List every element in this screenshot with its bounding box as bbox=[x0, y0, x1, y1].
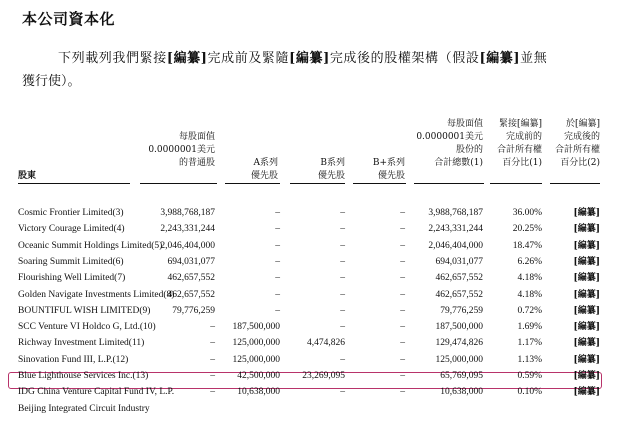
cell-post: [編纂] bbox=[573, 208, 600, 218]
cell-b: 4,474,826 bbox=[307, 338, 345, 349]
header-series-bplus bbox=[365, 157, 405, 183]
intro-line-1 bbox=[22, 47, 612, 70]
header-underline bbox=[414, 183, 484, 184]
header-text: 0.0000001美元 bbox=[148, 145, 215, 155]
cell-pre: 4.18% bbox=[517, 273, 542, 284]
cell-pre: 18.47% bbox=[512, 240, 542, 251]
header-text: A系列 bbox=[253, 158, 278, 168]
cell-name: IDG China Venture Capital Fund IV, L.P. bbox=[18, 387, 175, 398]
cell-pre: 36.00% bbox=[512, 208, 542, 218]
cell-a: 125,000,000 bbox=[232, 338, 280, 349]
cell-a: – bbox=[275, 208, 280, 218]
table-row bbox=[0, 352, 631, 368]
cell-name: Victory Courage Limited(4) bbox=[18, 224, 125, 235]
cell-bplus: – bbox=[400, 208, 405, 218]
intro-paragraph bbox=[22, 47, 612, 93]
header-total bbox=[408, 118, 483, 170]
cell-a: 42,500,000 bbox=[237, 371, 280, 381]
intro-text: 完成後的股權架構（假設 bbox=[329, 51, 480, 66]
intro-line-2: 獲行使）。 bbox=[22, 74, 81, 89]
cell-b: – bbox=[340, 289, 345, 300]
cell-total: 3,988,768,187 bbox=[428, 208, 483, 218]
cell-a: – bbox=[275, 305, 280, 316]
cell-post: [編纂] bbox=[573, 338, 600, 349]
header-post-percent bbox=[546, 118, 600, 170]
redacted-marker: [編纂] bbox=[166, 51, 208, 66]
header-shareholder bbox=[18, 170, 36, 183]
cell-a: 10,638,000 bbox=[237, 387, 280, 398]
cell-ordinary: – bbox=[210, 371, 215, 381]
cell-a: – bbox=[275, 273, 280, 284]
cell-bplus: – bbox=[400, 240, 405, 251]
header-text: B+系列 bbox=[372, 158, 405, 168]
cell-ordinary: – bbox=[210, 354, 215, 365]
cell-ordinary: – bbox=[210, 338, 215, 349]
cell-ordinary: 462,657,552 bbox=[167, 273, 215, 284]
cell-bplus: – bbox=[400, 338, 405, 349]
table-row bbox=[0, 335, 631, 351]
cell-name: Cosmic Frontier Limited(3) bbox=[18, 208, 124, 218]
header-text: 合計總數(1) bbox=[434, 158, 483, 168]
cell-pre: 1.17% bbox=[517, 338, 542, 349]
cell-name: Richway Investment Limited(11) bbox=[18, 338, 145, 349]
header-underline bbox=[290, 183, 345, 184]
cell-post: [編纂] bbox=[573, 387, 600, 398]
cell-total: 187,500,000 bbox=[435, 322, 483, 333]
cell-name: Blue Lighthouse Services Inc.(13) bbox=[18, 371, 149, 381]
cell-total: 65,769,095 bbox=[440, 371, 483, 381]
cell-b: – bbox=[340, 305, 345, 316]
header-text: 完成前的 bbox=[505, 132, 542, 142]
cell-b: – bbox=[340, 240, 345, 251]
cell-a: 187,500,000 bbox=[232, 322, 280, 333]
cell-bplus: – bbox=[400, 256, 405, 267]
header-text: 合計所有權 bbox=[554, 145, 600, 155]
cell-a: 125,000,000 bbox=[232, 354, 280, 365]
cell-b: – bbox=[340, 354, 345, 365]
header-ordinary bbox=[140, 131, 215, 170]
cell-b: – bbox=[340, 256, 345, 267]
cell-ordinary: 462,657,552 bbox=[167, 289, 215, 300]
cell-ordinary: 2,046,404,000 bbox=[160, 240, 215, 251]
cell-b: – bbox=[340, 322, 345, 333]
redacted-marker: [編纂] bbox=[289, 51, 330, 66]
cell-pre: 0.72% bbox=[517, 305, 542, 316]
cell-pre: 0.59% bbox=[517, 371, 542, 381]
cell-name: Sinovation Fund III, L.P.(12) bbox=[18, 354, 129, 365]
cell-pre: 4.18% bbox=[517, 289, 542, 300]
header-pre-percent bbox=[486, 118, 542, 170]
intro-text: 下列載列我們緊接 bbox=[58, 51, 167, 66]
cell-name: SCC Venture VI Holdco G, Ltd.(10) bbox=[18, 322, 156, 333]
cell-bplus: – bbox=[400, 289, 405, 300]
table-row bbox=[0, 368, 631, 384]
cell-a: – bbox=[275, 289, 280, 300]
cell-post: [編纂] bbox=[573, 371, 600, 381]
header-text: 0.0000001美元 bbox=[416, 132, 483, 142]
cell-total: 2,243,331,244 bbox=[428, 224, 483, 235]
cell-post: [編纂] bbox=[573, 273, 600, 284]
header-series-a bbox=[238, 157, 278, 183]
intro-text: 完成前及緊隨 bbox=[207, 51, 290, 66]
cell-total: 79,776,259 bbox=[440, 305, 483, 316]
cell-name: Golden Navigate Investments Limited(8) bbox=[18, 289, 175, 300]
header-text: 完成後的 bbox=[563, 132, 600, 142]
cell-post: [編纂] bbox=[573, 305, 600, 316]
cell-b: – bbox=[340, 208, 345, 218]
cell-total: 10,638,000 bbox=[440, 387, 483, 398]
cell-bplus: – bbox=[400, 354, 405, 365]
cell-ordinary: – bbox=[210, 322, 215, 333]
table-row bbox=[0, 270, 631, 286]
header-text: 優先股 bbox=[250, 171, 278, 181]
table-row bbox=[0, 303, 631, 319]
header-underline bbox=[550, 183, 600, 184]
cell-a: – bbox=[275, 224, 280, 235]
cell-pre: 20.25% bbox=[512, 224, 542, 235]
cell-total: 462,657,552 bbox=[435, 273, 483, 284]
header-underline bbox=[225, 183, 280, 184]
redacted-marker: [編纂] bbox=[479, 51, 521, 66]
header-underline bbox=[140, 183, 217, 184]
cell-total: 2,046,404,000 bbox=[428, 240, 483, 251]
section-title: 本公司資本化 bbox=[22, 10, 116, 28]
cell-pre: 1.13% bbox=[517, 354, 542, 365]
header-underline bbox=[490, 183, 542, 184]
cell-a: – bbox=[275, 256, 280, 267]
header-text: 的普通股 bbox=[178, 158, 215, 168]
header-text: 股東 bbox=[18, 171, 37, 181]
cell-total: 125,000,000 bbox=[435, 354, 483, 365]
header-text: 百分比(2) bbox=[560, 158, 600, 168]
cell-ordinary: 3,988,768,187 bbox=[160, 208, 215, 218]
cell-name: Beijing Integrated Circuit Industry bbox=[18, 403, 150, 414]
cell-total: 694,031,077 bbox=[435, 256, 483, 267]
cell-post: [編纂] bbox=[573, 289, 600, 300]
table-row bbox=[0, 238, 631, 254]
cell-name: Soaring Summit Limited(6) bbox=[18, 256, 124, 267]
cell-name: Oceanic Summit Holdings Limited(5) bbox=[18, 240, 163, 251]
table-row bbox=[0, 319, 631, 335]
cell-bplus: – bbox=[400, 371, 405, 381]
header-text: B系列 bbox=[320, 158, 345, 168]
header-text: 百分比(1) bbox=[502, 158, 542, 168]
cell-bplus: – bbox=[400, 273, 405, 284]
cell-ordinary: 694,031,077 bbox=[167, 256, 215, 267]
cell-post: [編纂] bbox=[573, 240, 600, 251]
cell-bplus: – bbox=[400, 322, 405, 333]
cell-ordinary: – bbox=[210, 387, 215, 398]
header-text: 股份的 bbox=[455, 145, 483, 155]
table-row bbox=[0, 221, 631, 237]
header-underline bbox=[353, 183, 406, 184]
cell-b: 23,269,095 bbox=[302, 371, 345, 381]
header-text: 優先股 bbox=[317, 171, 345, 181]
cell-post: [編纂] bbox=[573, 256, 600, 267]
table-row bbox=[0, 205, 631, 221]
cell-bplus: – bbox=[400, 224, 405, 235]
cell-total: 462,657,552 bbox=[435, 289, 483, 300]
header-text: 合計所有權 bbox=[496, 145, 542, 155]
intro-text: 並無 bbox=[520, 51, 548, 66]
cell-pre: 6.26% bbox=[517, 256, 542, 267]
header-text: 於[編纂] bbox=[565, 119, 600, 129]
header-text: 每股面值 bbox=[178, 132, 215, 142]
cell-name: Flourishing Well Limited(7) bbox=[18, 273, 126, 284]
cell-pre: 1.69% bbox=[517, 322, 542, 333]
cell-b: – bbox=[340, 387, 345, 398]
cell-post: [編纂] bbox=[573, 224, 600, 235]
cell-b: – bbox=[340, 224, 345, 235]
header-text: 優先股 bbox=[377, 171, 405, 181]
cell-name: BOUNTIFUL WISH LIMITED(9) bbox=[18, 305, 151, 316]
cell-post: [編纂] bbox=[573, 322, 600, 333]
table-row bbox=[0, 384, 631, 400]
table-row bbox=[0, 254, 631, 270]
cell-bplus: – bbox=[400, 305, 405, 316]
header-text: 每股面值 bbox=[446, 119, 483, 129]
table-row bbox=[0, 401, 631, 417]
cell-ordinary: 79,776,259 bbox=[172, 305, 215, 316]
header-text: 緊接[編纂] bbox=[498, 119, 542, 129]
cell-b: – bbox=[340, 273, 345, 284]
cell-a: – bbox=[275, 240, 280, 251]
cell-post: [編纂] bbox=[573, 354, 600, 365]
header-underline bbox=[18, 183, 130, 184]
cell-bplus: – bbox=[400, 387, 405, 398]
cell-pre: 0.10% bbox=[517, 387, 542, 398]
cell-total: 129,474,826 bbox=[435, 338, 483, 349]
header-series-b bbox=[305, 157, 345, 183]
table-row bbox=[0, 287, 631, 303]
cell-ordinary: 2,243,331,244 bbox=[160, 224, 215, 235]
